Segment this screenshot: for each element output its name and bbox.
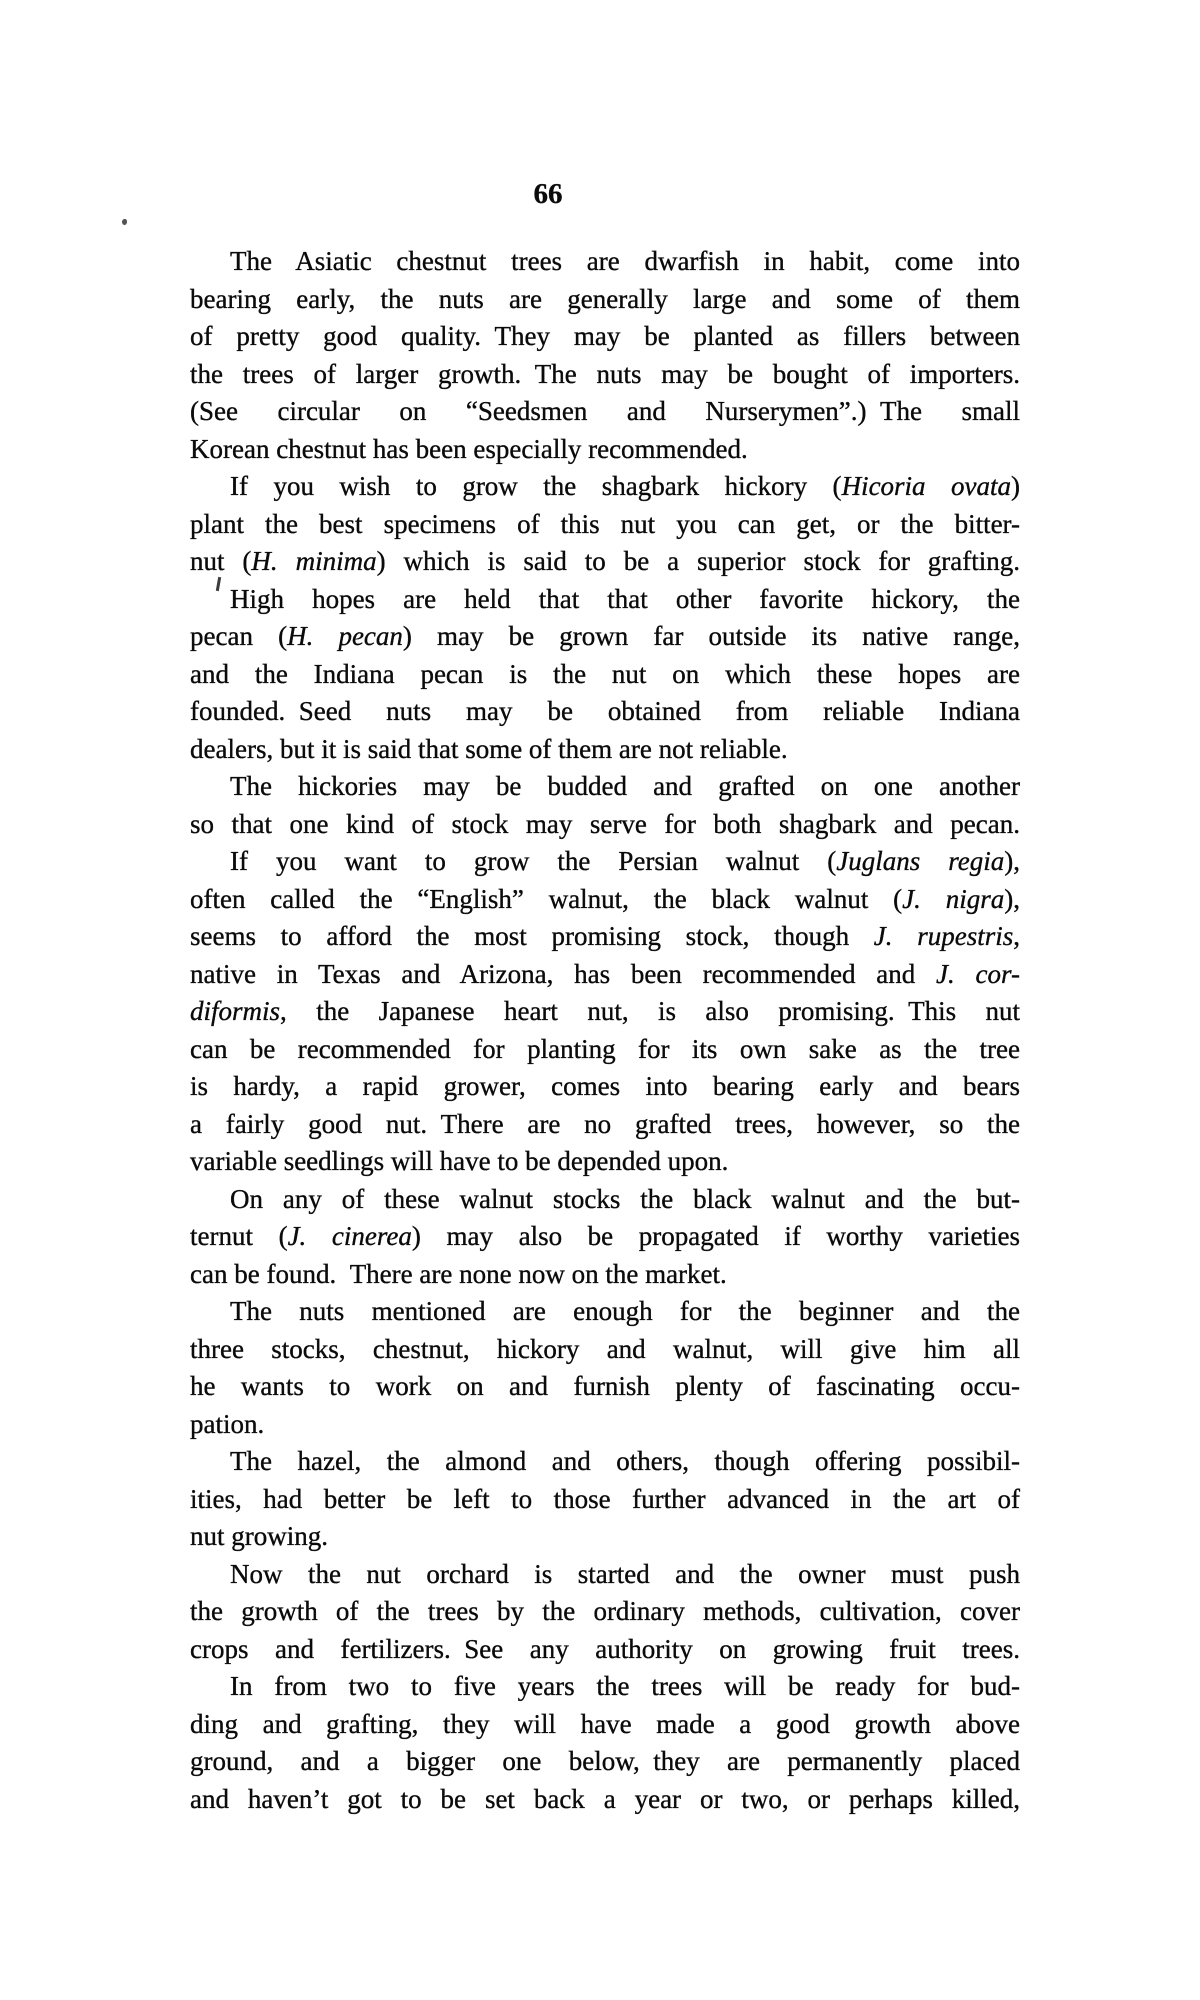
page-text-column [190,243,1020,1818]
text-segment: Korean chestnut has been especially recommended. [190,433,748,464]
text-segment: ground, and a bigger one below, they are permanently placed [190,1746,1020,1776]
text-line [190,393,1020,431]
text-line [190,693,1020,731]
text-segment: If you wish to grow the shagbark hickory ( [230,471,842,501]
text-line [190,1293,1020,1331]
text-segment: The hickories may be budded and grafted on one another [230,771,1020,801]
text-line [190,843,1020,881]
text-segment: , the Japanese heart nut, is also promising. This nut [280,996,1020,1026]
latin-species-name: H. minima [251,546,377,576]
text-segment: The Asiatic chestnut trees are dwarfish in habit, come into [230,246,1020,276]
text-segment: The nuts mentioned are enough for the beginner and the [230,1296,1020,1326]
latin-species-name: J. rupestris [873,921,1014,951]
latin-species-name: J. cor- [936,958,1020,989]
text-segment: ) which is said to be a superior stock for grafting. [376,546,1020,576]
text-segment: variable seedlings will have to be depended upon. [190,1146,729,1176]
text-line [190,806,1020,844]
text-segment: crops and fertilizers. See any authority on growing fruit trees. [190,1633,1020,1664]
text-line [190,1743,1020,1781]
text-line [190,618,1020,656]
text-line [190,281,1020,319]
text-segment: ), [1004,883,1020,914]
text-segment: and the Indiana pecan is the nut on which these hopes are [190,658,1020,689]
latin-species-name: Juglans regia [836,846,1005,876]
text-segment: the trees of larger growth. The nuts may be bought of importers. [190,358,1020,389]
text-segment: pation. [190,1408,265,1439]
text-segment: he wants to work on and furnish plenty of fascinating occu- [190,1371,1020,1401]
text-segment: nut ( [190,546,252,576]
text-segment: If you want to grow the Persian walnut ( [230,846,837,876]
text-segment: (See circular on “Seedsmen and Nurserymen”.) The small [190,396,1020,426]
text-line [190,768,1020,806]
text-line [190,1368,1020,1406]
text-line [190,468,1020,506]
text-segment: three stocks, chestnut, hickory and walnut, will give him all [190,1333,1020,1364]
scan-artifact-dot [122,219,127,225]
text-line [190,656,1020,694]
text-segment: of pretty good quality. They may be planted as fillers between [190,321,1020,351]
text-line [190,881,1020,919]
text-line [190,243,1020,281]
text-segment: ternut ( [190,1221,288,1251]
text-line [190,1106,1020,1144]
latin-species-name: J. cinerea [287,1221,412,1251]
text-segment: plant the best specimens of this nut you can get, or the bitter- [190,508,1020,539]
text-segment: so that one kind of stock may serve for both shagbark and pecan. [190,808,1020,839]
text-line [190,918,1020,956]
latin-species-name: Hicoria ovata [841,471,1011,501]
text-line [190,1556,1020,1594]
text-line [190,581,1020,619]
page-number: 66 [533,178,563,210]
text-line [190,1593,1020,1631]
text-segment: a fairly good nut. There are no grafted trees, however, so the [190,1108,1020,1139]
text-line [190,1331,1020,1369]
text-line [190,1481,1020,1519]
text-line [190,1068,1020,1106]
text-segment: In from two to five years the trees will be ready for bud- [230,1671,1020,1701]
text-line [190,1706,1020,1744]
text-segment: can be found. There are none now on the market. [190,1258,727,1289]
text-line [190,318,1020,356]
text-line [190,431,1020,469]
text-segment: can be recommended for planting for its own sake as the tree [190,1033,1020,1064]
text-line [190,1443,1020,1481]
text-line [190,1143,1020,1181]
text-segment: , [1013,921,1020,951]
text-line [190,1631,1020,1669]
text-segment: ) may also be propagated if worthy varieties [411,1221,1020,1251]
text-line [190,356,1020,394]
text-segment: often called the “English” walnut, the black walnut ( [190,883,903,914]
text-segment: ) may be grown far outside its native range, [402,621,1020,651]
text-line [190,956,1020,994]
text-line [190,1406,1020,1444]
text-line [190,1781,1020,1819]
text-line [190,1256,1020,1294]
text-segment: founded. Seed nuts may be obtained from reliable Indiana [190,696,1020,726]
text-segment: ities, had better be left to those further advanced in the art of [190,1483,1020,1514]
text-line [190,506,1020,544]
text-segment: The hazel, the almond and others, though offering possibil- [230,1446,1020,1476]
latin-species-name: J. nigra [902,883,1005,914]
text-segment: pecan ( [190,621,288,651]
text-segment: Now the nut orchard is started and the owner must push [230,1558,1020,1589]
text-segment: nut growing. [190,1521,328,1551]
latin-species-name: H. pecan [287,621,403,651]
text-segment: On any of these walnut stocks the black walnut and the but- [230,1183,1020,1214]
text-segment: dealers, but it is said that some of them are not reliable. [190,733,788,764]
text-line [190,1518,1020,1556]
text-line [190,1181,1020,1219]
text-segment: seems to afford the most promising stock, though [190,921,874,951]
text-segment: and haven’t got to be set back a year or two, or perhaps killed, [190,1783,1020,1814]
text-segment: ding and grafting, they will have made a good growth above [190,1708,1020,1739]
text-segment: native in Texas and Arizona, has been recommended and [190,958,937,989]
text-segment: ), [1004,846,1020,876]
text-line [190,1218,1020,1256]
latin-species-name: diformis [190,996,281,1026]
text-line [190,543,1020,581]
text-line [190,731,1020,769]
text-segment: ) [1011,471,1020,501]
text-line [190,993,1020,1031]
text-segment: bearing early, the nuts are generally large and some of them [190,283,1020,314]
text-segment: High hopes are held that that other favorite hickory, the [230,583,1020,614]
text-line [190,1031,1020,1069]
text-segment: is hardy, a rapid grower, comes into bearing early and bears [190,1071,1020,1101]
text-segment: the growth of the trees by the ordinary methods, cultivation, cover [190,1596,1020,1626]
text-line [190,1668,1020,1706]
